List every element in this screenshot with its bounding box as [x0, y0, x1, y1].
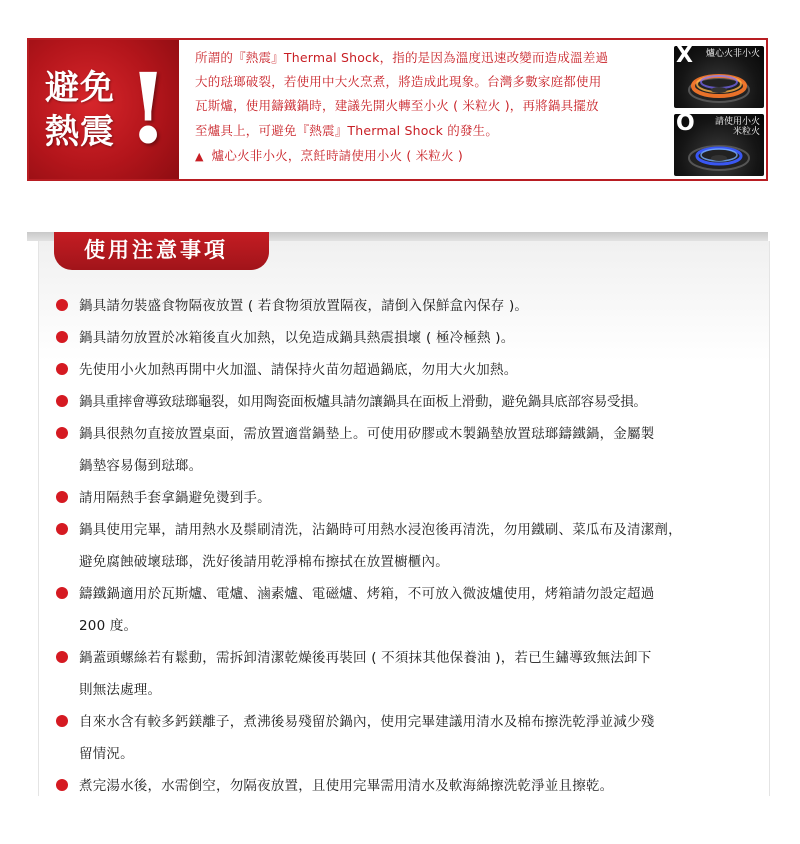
bullet-dot-icon	[56, 331, 68, 343]
bullet-dot-icon	[56, 779, 68, 791]
list-item-text: 鍋具重摔會導致琺瑯龜裂，如用陶瓷面板爐具請勿讓鍋具在面板上滑動，避免鍋具底部容易受損。	[79, 394, 647, 410]
banner-paragraph-line: 大的琺瑯破裂，若使用中大火烹煮，將造成此現象。台灣多數家庭都使用	[195, 74, 602, 90]
list-item	[56, 708, 768, 768]
list-item-text: 留情況。	[79, 746, 134, 762]
list-item-text: 鍋具很熱勿直接放置桌面，需放置適當鍋墊上。可使用矽膠或木製鍋墊放置琺瑯鑄鐵鍋，金屬製	[79, 426, 655, 442]
list-item	[56, 772, 768, 800]
heat-shock-banner	[27, 38, 768, 181]
bullet-dot-icon	[56, 427, 68, 439]
list-item-text: 鍋具請勿裝盛食物隔夜放置 ( 若食物須放置隔夜，請倒入保鮮盒內保存 )。	[79, 298, 529, 314]
list-item-text: 鍋蓋頭螺絲若有鬆動，需拆卸清潔乾燥後再裝回 ( 不須抹其他保養油 )，若已生鏽導致無法卸下	[79, 650, 652, 666]
list-item	[56, 580, 768, 640]
cross-mark: X	[676, 46, 693, 68]
list-item-text: 請用隔熱手套拿鍋避免燙到手。	[79, 490, 271, 506]
banner-description	[195, 46, 665, 169]
list-item	[56, 324, 768, 352]
list-item-text: 煮完湯水後，水需倒空，勿隔夜放置，且使用完畢需用清水及軟海綿擦洗乾淨並且擦乾。	[79, 778, 614, 794]
list-item-text: 200 度。	[79, 618, 138, 634]
bullet-dot-icon	[56, 363, 68, 375]
list-item-text: 鍋具使用完畢，請用熱水及鬃刷清洗，沾鍋時可用熱水浸泡後再清洗，勿用鐵刷、菜瓜布及清潔劑，	[79, 522, 682, 538]
list-item	[56, 420, 768, 480]
bullet-dot-icon	[56, 715, 68, 727]
banner-note	[195, 144, 665, 169]
bullet-dot-icon	[56, 395, 68, 407]
list-item-text: 先使用小火加熱再開中火加溫、請保持火苗勿超過鍋底，勿用大火加熱。	[79, 362, 518, 378]
section-title: 使用注意事項	[84, 237, 228, 262]
list-item	[56, 388, 768, 416]
list-item-text: 則無法處理。	[79, 682, 162, 698]
section-title-tab	[54, 232, 269, 270]
triangle-icon: ▲	[195, 149, 204, 163]
bullet-dot-icon	[56, 523, 68, 535]
small-flame-image	[674, 114, 764, 176]
small-flame-label-line-2: 米粒火	[732, 127, 760, 137]
bullet-dot-icon	[56, 491, 68, 503]
small-flame-label-line-1: 請使用小火	[714, 117, 760, 127]
circle-mark: O	[676, 114, 695, 136]
list-item	[56, 292, 768, 320]
list-item-text: 鑄鐵鍋適用於瓦斯爐、電爐、滷素爐、電磁爐、烤箱，不可放入微波爐使用，烤箱請勿設定超過	[79, 586, 655, 602]
list-item	[56, 516, 768, 576]
bullet-dot-icon	[56, 299, 68, 311]
small-flame-label	[715, 117, 760, 137]
list-item-text: 自來水含有較多鈣鎂離子，煮沸後易殘留於鍋內，使用完畢建議用清水及棉布擦洗乾淨並減少殘	[79, 714, 655, 730]
banner-title-block	[29, 40, 179, 179]
exclamation-mark: !	[127, 52, 170, 165]
usage-notes-list	[56, 292, 768, 800]
list-item-text: 避免腐蝕破壞琺瑯，洗好後請用乾淨棉布擦拭在放置櫥櫃內。	[79, 554, 449, 570]
bullet-dot-icon	[56, 651, 68, 663]
banner-title-line-1: 避免	[45, 68, 115, 108]
list-item-text: 鍋具請勿放置於冰箱後直火加熱，以免造成鍋具熱震損壞 ( 極冷極熱 )。	[79, 330, 515, 346]
bullet-dot-icon	[56, 587, 68, 599]
banner-note-text: 爐心火非小火，烹飪時請使用小火 ( 米粒火 )	[211, 147, 463, 163]
banner-paragraph-line: 瓦斯爐，使用鑄鐵鍋時，建議先開火轉至小火 ( 米粒火 )，再將鍋具擺放	[195, 98, 599, 114]
list-item	[56, 644, 768, 704]
list-item-text: 鍋墊容易傷到琺瑯。	[79, 458, 203, 474]
large-flame-image	[674, 46, 764, 108]
banner-paragraph-line: 所謂的『熱震』Thermal Shock，指的是因為溫度迅速改變而造成溫差過	[195, 50, 609, 65]
banner-title-line-2: 熱震	[45, 112, 115, 152]
list-item	[56, 484, 768, 512]
list-item	[56, 356, 768, 384]
banner-paragraph-line: 至爐具上，可避免『熱震』Thermal Shock 的發生。	[195, 122, 499, 138]
large-flame-label: 爐心火非小火	[705, 49, 760, 59]
